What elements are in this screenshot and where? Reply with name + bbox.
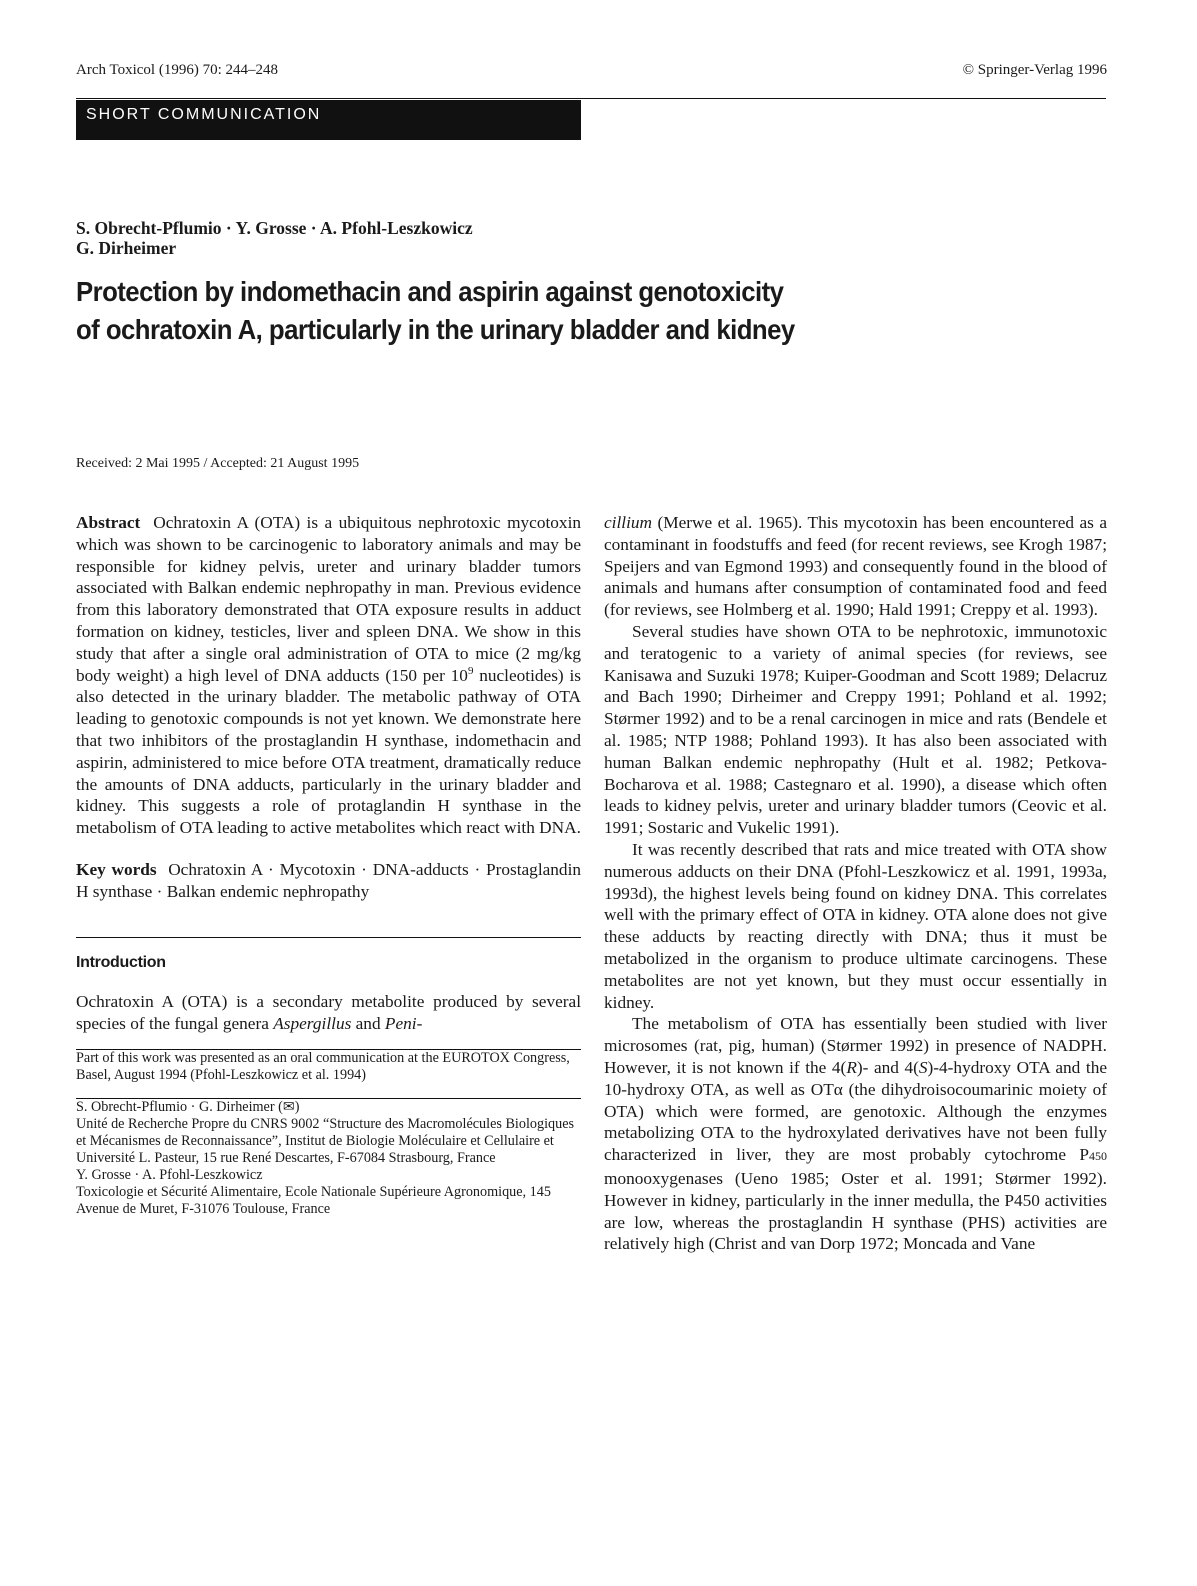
section-rule [76,937,581,938]
paragraph-1 [604,512,1107,621]
intro-genus-1: Aspergillus [273,1014,352,1034]
abstract-text-a: Ochratoxin A (OTA) is a ubiquitous nephrotoxic mycotoxin which was shown to be carcinogenic to laboratory animals and may be responsible for kidney pelvis, ureter and urinary bladder tumors associated with Balkan endemic nephropathy in man. Previous evidence from this laboratory demonstrated that OTA exposure results in adduct formation on kidney, testicles, liver and spleen DNA. We show in this study that after a single oral administration of OTA to mice (2 mg/kg body weight) a high level of DNA adducts (150 per 10 [76,513,582,685]
p1-italic: cillium [604,513,652,532]
title-line-2: of ochratoxin A, particularly in the urinary bladder and kidney [76,314,795,345]
corresponding-authors: S. Obrecht-Pflumio · G. Dirheimer (✉) [76,1098,300,1115]
corresponding-address: Unité de Recherche Propre du CNRS 9002 “Structure des Macromolécules Biologiques et Mécanismes de Reconnaissance”, Institut de Biologie Moléculaire et Cellulaire et Université L. Pasteur, 15 rue René Descartes, F-67084 Strasbourg, France [76,1115,575,1166]
keywords-text: Ochratoxin A · Mycotoxin · DNA-adducts · Prostaglandin H synthase · Balkan endemic nephropathy [76,859,582,901]
p4-s: S [918,1057,928,1077]
p4-subscript: 450 [1089,1149,1107,1164]
header-rule [76,98,1106,99]
abstract-text-b: nucleotides) is also detected in the urinary bladder. The metabolic pathway of OTA leading to genotoxic compounds is not yet known. We demonstrate here that two inhibitors of the prostaglandin H synthase, indomethacin and aspirin, administered to mice before OTA treatment, dramatically reduce the amounts of DNA adducts, particularly in the urinary bladder and kidney. This suggests a role of protaglandin H synthase in the metabolism of OTA leading to active metabolites which react with DNA. [76,665,582,838]
p4-text-b: )- and 4( [856,1057,919,1077]
keywords-label: Key words [76,859,157,879]
author-line-2: G. Dirheimer [76,238,177,258]
p4-text-d: monooxygenases (Ueno 1985; Oster et al. 1991; Størmer 1992). However in kidney, particularly in the inner medulla, the P450 activities are low, whereas the prostaglandin H synthase (PHS) activities are relatively high (Christ and van Dorp 1972; Moncada and Vane [604,1168,1107,1254]
received-dates: Received: 2 Mai 1995 / Accepted: 21 August 1995 [76,456,360,471]
abstract-label: Abstract [76,513,141,532]
left-column [76,512,581,1218]
copyright-notice: © Springer-Verlag 1996 [962,62,1107,78]
article-title [76,273,795,349]
intro-text-a: Ochratoxin A (OTA) is a secondary metabolite produced by several species of the fungal genera [76,992,581,1034]
introduction-text [76,991,581,1035]
intro-text-b: and [351,1014,385,1034]
section-type-banner: SHORT COMMUNICATION [76,100,581,140]
abstract-exponent: 9 [467,664,474,677]
paragraph-2: Several studies have shown OTA to be nephrotoxic, immunotoxic and teratogenic to a variety of animal species (for reviews, see Kanisawa and Suzuki 1978; Kuiper-Goodman and Scott 1989; Delacruz and Bach 1990; Dirheimer and Creppy 1991; Pohland et al. 1992; Størmer 1992) and to be a renal carcinogen in mice and rats (Bendele et al. 1985; NTP 1988; Pohland 1993). It has also been associated with human Balkan endemic nephropathy (Hult et al. 1982; Petkova-Bocharova et al. 1988; Castegnaro et al. 1990), a disease which often leads to kidney pelvis, ureter and urinary bladder tumors (Ceovic et al. 1991; Sostaric and Vukelic 1991). [604,621,1107,838]
second-affiliation-authors: Y. Grosse · A. Pfohl-Leszkowicz [76,1166,263,1183]
title-line-1: Protection by indomethacin and aspirin against genotoxicity [76,276,784,307]
footnote-presented: Part of this work was presented as an oral communication at the EUROTOX Congress, Basel, August 1994 (Pfohl-Leszkowicz et al. 1994) [76,1049,570,1083]
journal-citation: Arch Toxicol (1996) 70: 244–248 [76,62,278,78]
introduction-heading: Introduction [76,953,166,971]
right-column [604,512,1107,1255]
keywords [76,859,581,903]
author-list [76,218,473,258]
second-affiliation-address: Toxicologie et Sécurité Alimentaire, Ecole Nationale Supérieure Agronomique, 145 Avenue de Muret, F-31076 Toulouse, France [76,1183,551,1217]
intro-genus-2: Peni- [384,1014,423,1034]
author-line-1: S. Obrecht-Pflumio · Y. Grosse · A. Pfohl-Leszkowicz [76,218,473,238]
p1-text: (Merwe et al. 1965). This mycotoxin has been encountered as a contaminant in foodstuffs and feed (for recent reviews, see Krogh 1987; Speijers and van Egmond 1993) and consequently found in the blood of animals and humans after consumption of contaminated food and feed (for reviews, see Holmberg et al. 1990; Hald 1991; Creppy et al. 1993). [604,513,1107,620]
p4-text-a: The metabolism of OTA has essentially been studied with liver microsomes (rat, pig, human) (Størmer 1992) in presence of NADPH. However, it is not known if the 4( [604,1014,1107,1077]
abstract [76,512,581,839]
p4-text-c: )-4-hydroxy OTA and the 10-hydroxy OTA, as well as OTα (the dihydroisocoumarinic moiety of OTA) which were formed, are genotoxic. Although the enzymes metabolizing OTA to the hydroxylated derivatives have not been fully characterized in liver, they are most probably cytochrome P [604,1057,1107,1165]
p4-r: R [846,1057,857,1077]
paragraph-3: It was recently described that rats and mice treated with OTA show numerous adducts on their DNA (Pfohl-Leszkowicz et al. 1991, 1993a, 1993d), the highest levels being found on kidney DNA. This correlates well with the primary effect of OTA in kidney. OTA alone does not give these adducts by reacting directly with DNA; thus it must be metabolized in the organism to produce ultimate carcinogens. These metabolites are not yet known, but they must occur essentially in kidney. [604,839,1107,1012]
paragraph-4 [604,1013,1107,1255]
